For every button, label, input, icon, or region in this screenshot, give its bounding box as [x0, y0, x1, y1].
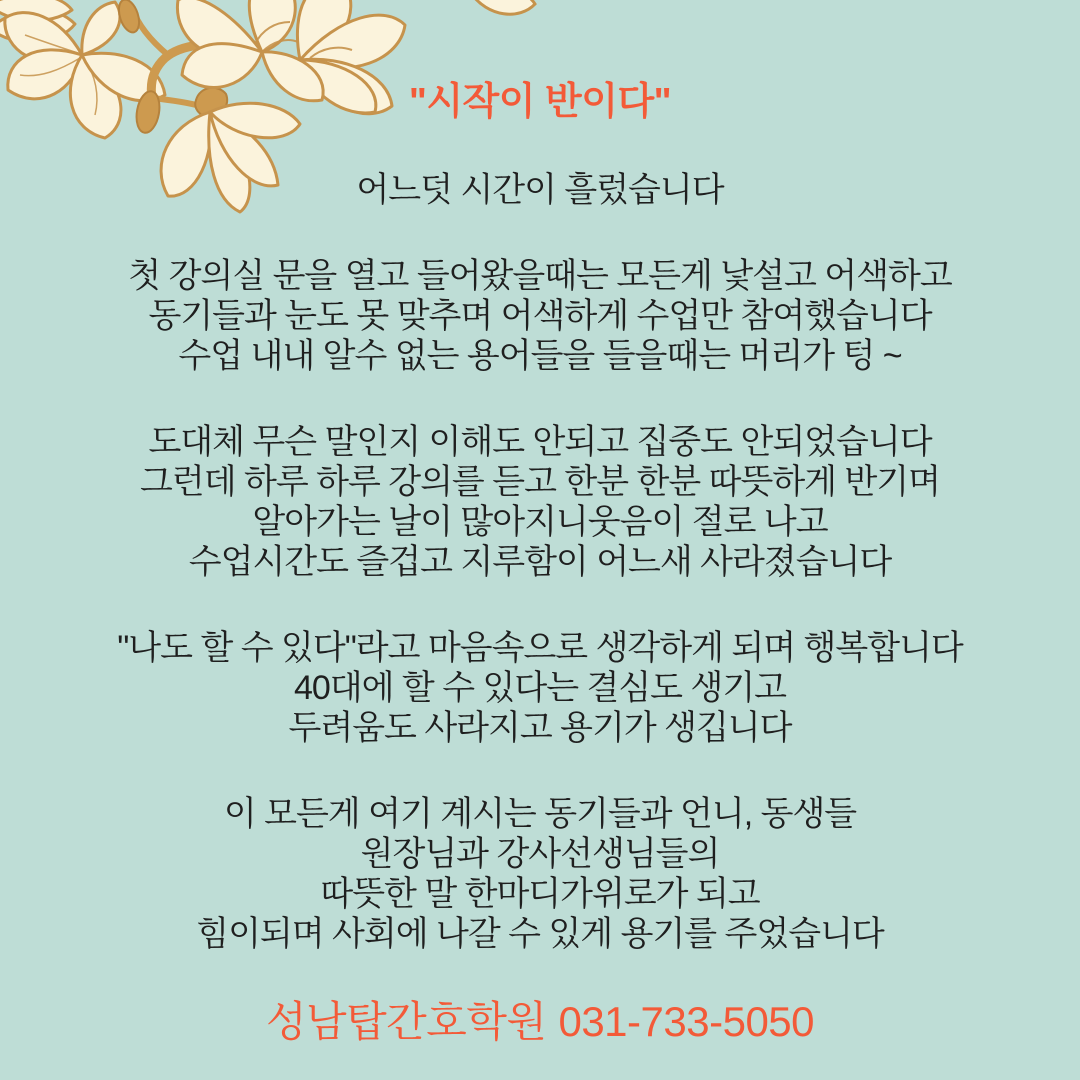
testimonial-paragraph	[0, 794, 1080, 954]
testimonial-line: 이 모든게 여기 계시는 동기들과 언니, 동생들	[223, 795, 857, 833]
testimonial-line: 40대에 할 수 있다는 결심도 생기고	[293, 669, 787, 707]
testimonial-line: 어느덧 시간이 흘렀습니다	[356, 171, 724, 209]
testimonial-line: 원장님과 강사선생님들의	[360, 835, 720, 873]
testimonial-line: 동기들과 눈도 못 맞추며 어색하게 수업만 참여했습니다	[148, 297, 932, 335]
testimonial-line: 첫 강의실 문을 열고 들어왔을때는 모든게 낯설고 어색하고	[128, 257, 952, 295]
testimonial-line: 그런데 하루 하루 강의를 듣고 한분 한분 따뜻하게 반기며	[140, 463, 940, 501]
testimonial-paragraph	[0, 256, 1080, 376]
testimonial-line: 두려움도 사라지고 용기가 생깁니다	[288, 709, 792, 747]
testimonial-line: 알아가는 날이 많아지니웃음이 절로 나고	[252, 503, 828, 541]
testimonial-line: 도대체 무슨 말인지 이해도 안되고 집중도 안되었습니다	[148, 423, 932, 461]
testimonial-line: 수업시간도 즐겁고 지루함이 어느새 사라졌습니다	[188, 543, 892, 581]
testimonial-paragraph	[0, 628, 1080, 748]
testimonial-paragraph	[0, 422, 1080, 582]
testimonial-line: "나도 할 수 있다"라고 마음속으로 생각하게 되며 행복합니다	[117, 629, 963, 667]
testimonial-line: 힘이되며 사회에 나갈 수 있게 용기를 주었습니다	[196, 915, 884, 953]
testimonial-paragraph	[0, 170, 1080, 210]
footer-contact	[0, 1000, 1080, 1044]
academy-name: 성남탑간호학원	[265, 998, 547, 1045]
testimonial-line: 따뜻한 말 한마디가위로가 되고	[320, 875, 760, 913]
phone-number: 031-733-5050	[558, 998, 815, 1045]
testimonial-line: 수업 내내 알수 없는 용어들을 들을때는 머리가 텅 ~	[178, 337, 902, 375]
page-title: "시작이 반이다"	[408, 81, 672, 123]
